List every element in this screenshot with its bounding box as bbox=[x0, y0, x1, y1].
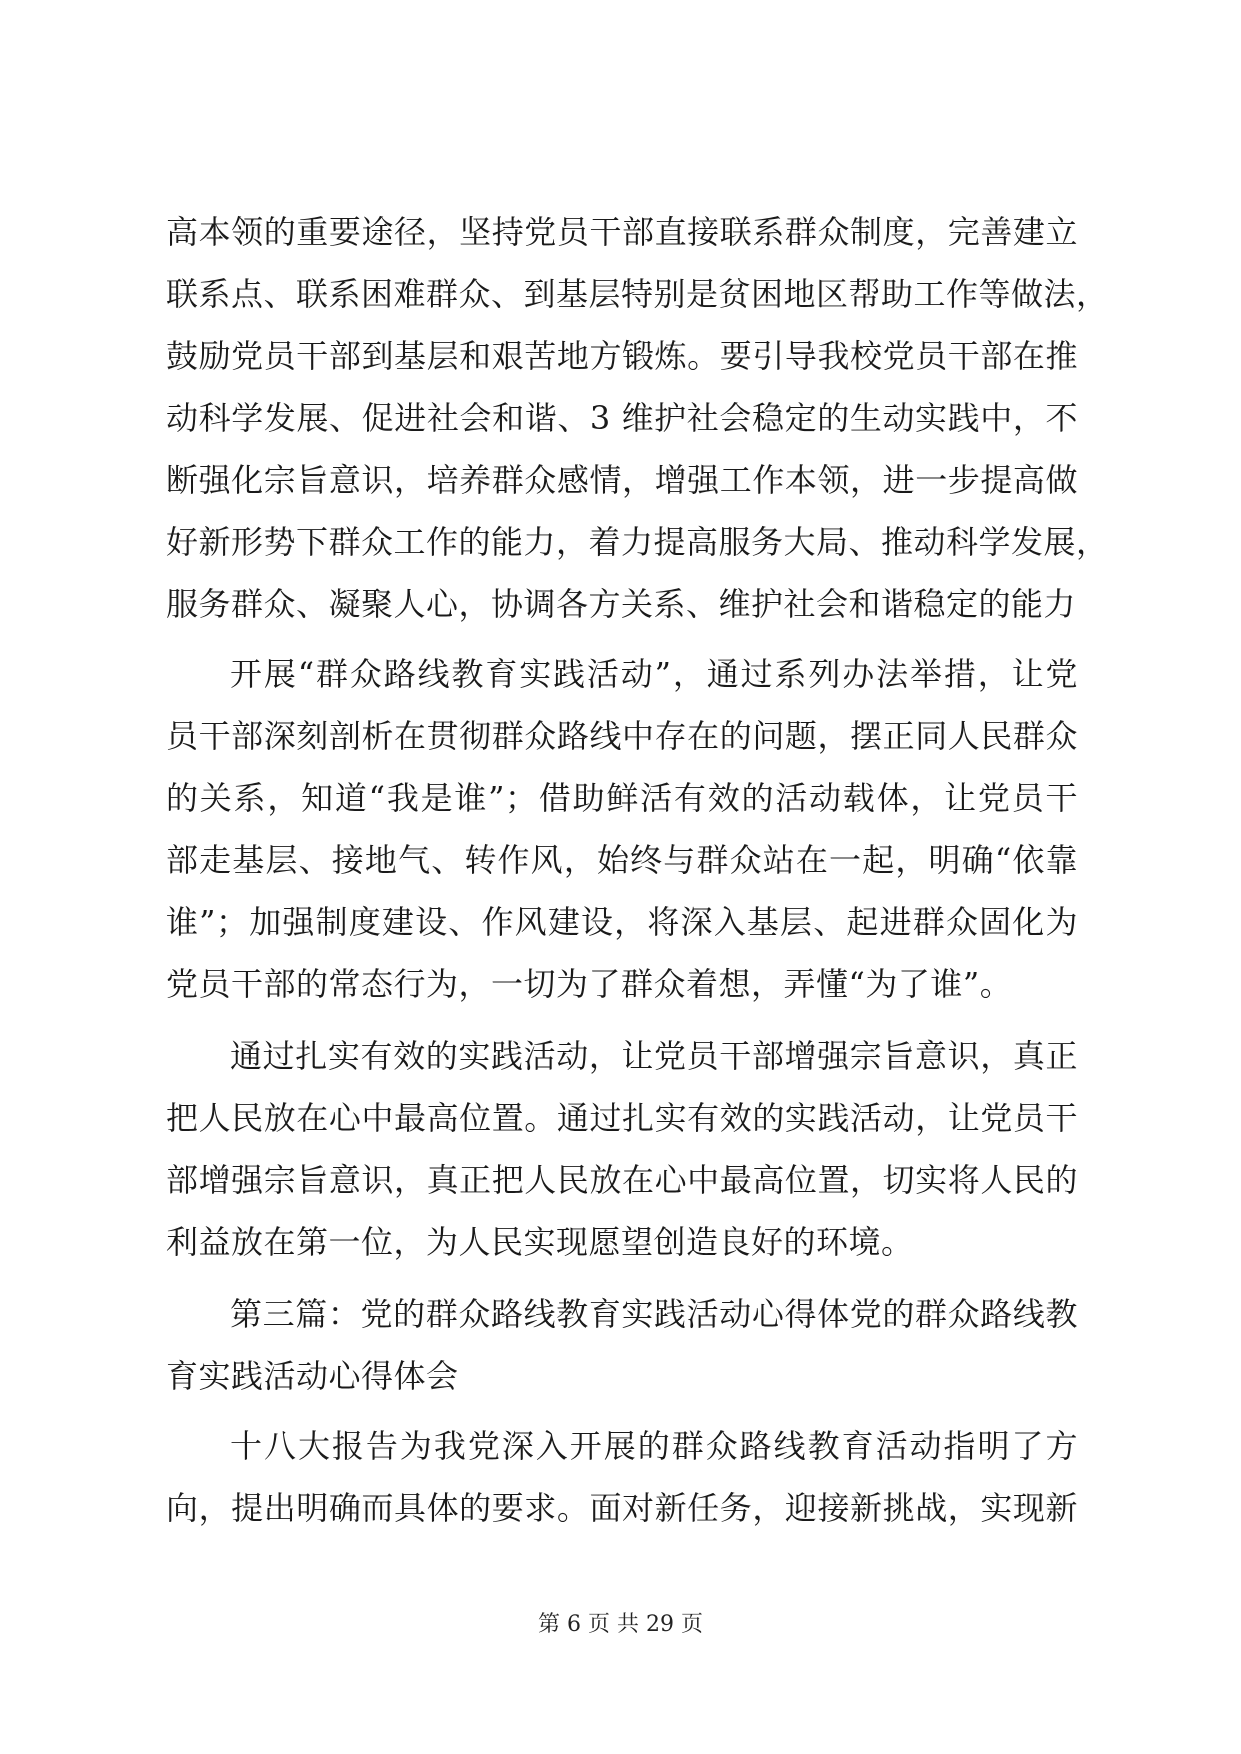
text-line: 高本领的重要途径，坚持党员干部直接联系群众制度，完善建立 bbox=[166, 213, 1078, 251]
page-number-footer: 第 6 页 共 29 页 bbox=[538, 1612, 703, 1637]
text-line: 服务群众、凝聚人心，协调各方关系、维护社会和谐稳定的能力 bbox=[166, 585, 1077, 623]
paragraph-first-line: 通过扎实有效的实践活动，让党员干部增强宗旨意识，真正 bbox=[230, 1037, 1078, 1075]
text-line: 动科学发展、促进社会和谐、3 维护社会稳定的生动实践中，不 bbox=[166, 399, 1078, 437]
section-heading-line: 育实践活动心得体会 bbox=[166, 1357, 459, 1395]
paragraph-first-line: 开展“群众路线教育实践活动”，通过系列办法举措，让党 bbox=[230, 655, 1078, 693]
text-line: 部走基层、接地气、转作风，始终与群众站在一起，明确“依靠 bbox=[166, 841, 1078, 879]
text-line: 联系点、联系困难群众、到基层特别是贫困地区帮助工作等做法， bbox=[166, 275, 1109, 313]
paragraph-first-line: 十八大报告为我党深入开展的群众路线教育活动指明了方 bbox=[230, 1427, 1078, 1465]
section-heading-line: 第三篇：党的群众路线教育实践活动心得体党的群众路线教 bbox=[230, 1295, 1078, 1333]
text-line: 把人民放在心中最高位置。通过扎实有效的实践活动，让党员干 bbox=[166, 1099, 1078, 1137]
text-line: 好新形势下群众工作的能力，着力提高服务大局、推动科学发展， bbox=[166, 523, 1109, 561]
text-line: 的关系，知道“我是谁”；借助鲜活有效的活动载体，让党员干 bbox=[166, 779, 1078, 817]
text-line: 断强化宗旨意识，培养群众感情，增强工作本领，进一步提高做 bbox=[166, 461, 1078, 499]
text-line: 向，提出明确而具体的要求。面对新任务，迎接新挑战，实现新 bbox=[166, 1489, 1078, 1527]
text-line: 谁”；加强制度建设、作风建设，将深入基层、起进群众固化为 bbox=[166, 903, 1078, 941]
text-line: 员干部深刻剖析在贯彻群众路线中存在的问题，摆正同人民群众 bbox=[166, 717, 1078, 755]
text-line: 部增强宗旨意识，真正把人民放在心中最高位置，切实将人民的 bbox=[166, 1161, 1078, 1199]
text-line: 党员干部的常态行为，一切为了群众着想，弄懂“为了谁”。 bbox=[166, 965, 1013, 1003]
text-line: 利益放在第一位，为人民实现愿望创造良好的环境。 bbox=[166, 1223, 914, 1261]
text-line: 鼓励党员干部到基层和艰苦地方锻炼。要引导我校党员干部在推 bbox=[166, 337, 1078, 375]
